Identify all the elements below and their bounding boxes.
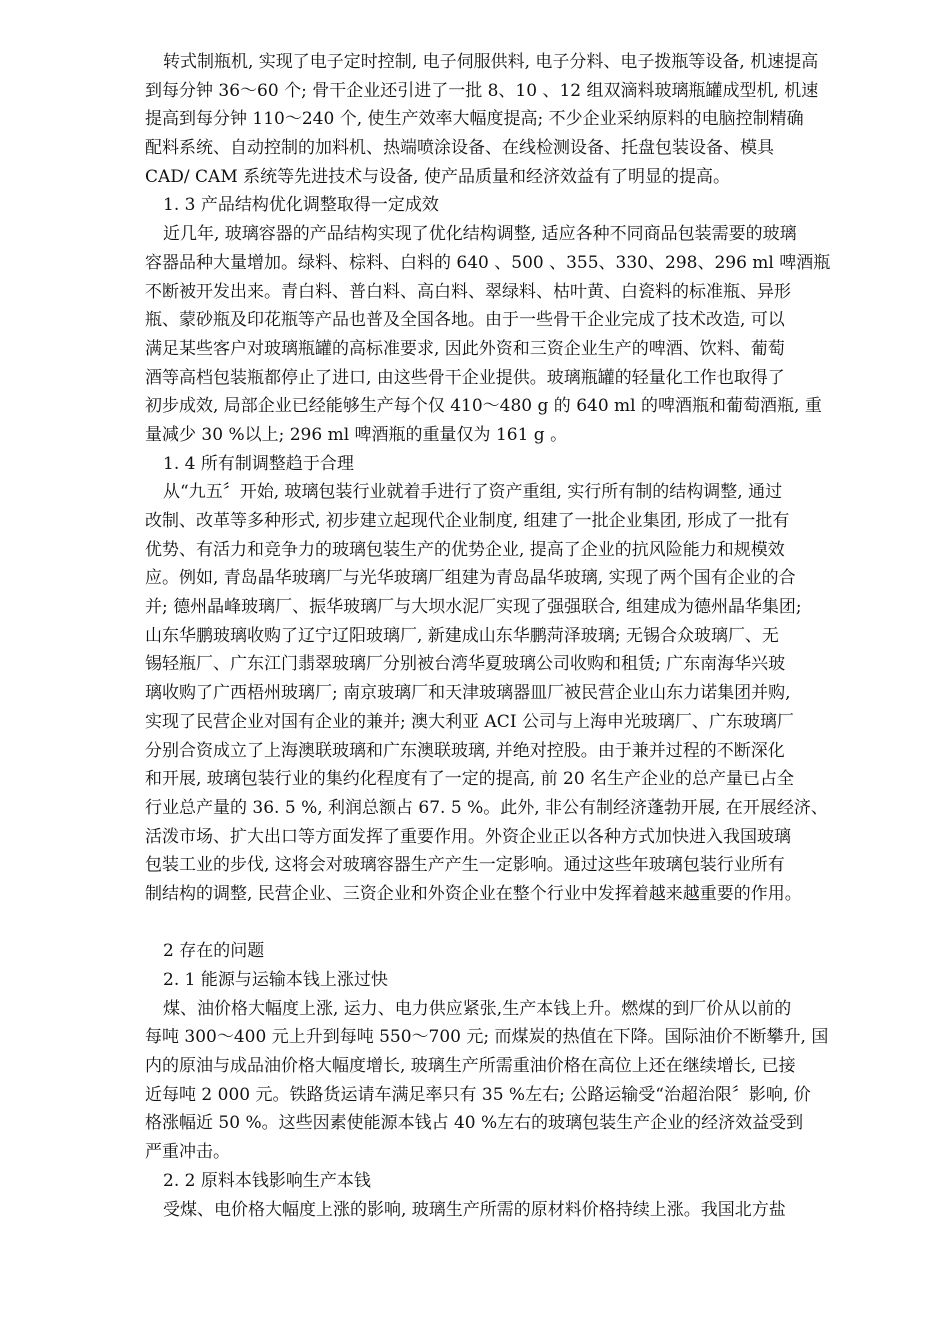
text-line: 每吨 300～400 元上升到每吨 550～700 元; 而煤炭的热值在下降。国际油价不断攀升, 国 <box>145 1027 829 1048</box>
paragraph <box>145 220 880 450</box>
text-line: 锡轻瓶厂、广东江门翡翠玻璃厂分别被台湾华夏玻璃公司收购和租赁; 广东南海华兴玻 <box>145 654 786 675</box>
text-line: 格涨幅近 50 %。这些因素使能源本钱占 40 %左右的玻璃包装生产企业的经济效益受到 <box>145 1113 804 1134</box>
text-line: 煤、油价格大幅度上涨, 运力、电力供应紧张,生产本钱上升。燃煤的到厂价从以前的 <box>163 998 792 1019</box>
text-line: 量减少 30 %以上; 296 ml 啤酒瓶的重量仅为 161 g 。 <box>145 424 568 445</box>
section-heading <box>145 966 880 995</box>
paragraph <box>145 995 880 1167</box>
text-line: 受煤、电价格大幅度上涨的影响, 玻璃生产所需的原材料价格持续上涨。我国北方盐 <box>163 1199 786 1220</box>
text-line: 初步成效, 局部企业已经能够生产每个仅 410～480 g 的 640 ml 的啤酒瓶和葡萄酒瓶, 重 <box>145 396 822 417</box>
text-line: 转式制瓶机, 实现了电子定时控制, 电子伺服供料, 电子分料、电子拨瓶等设备, 机速提高 <box>163 52 819 72</box>
text-line: 行业总产量的 36. 5 %, 利润总额占 67. 5 %。此外, 非公有制经济蓬勃开展, 在开展经济、 <box>145 797 828 818</box>
section-heading <box>145 1167 880 1196</box>
heading-text: 2 存在的问题 <box>163 941 265 962</box>
text-line: 分别合资成立了上海澳联玻璃和广东澳联玻璃, 并绝对控股。由于兼并过程的不断深化 <box>145 740 785 761</box>
text-line: 并; 德州晶峰玻璃厂、振华玻璃厂与大坝水泥厂实现了强强联合, 组建成为德州晶华集团; <box>145 597 802 618</box>
paragraph <box>145 48 880 191</box>
text-line: CAD/ CAM 系统等先进技术与设备, 使产品质量和经济效益有了明显的提高。 <box>145 166 730 187</box>
text-line: 包装工业的步伐, 这将会对玻璃容器生产产生一定影响。通过这些年玻璃包装行业所有 <box>145 855 785 876</box>
text-line: 和开展, 玻璃包装行业的集约化程度有了一定的提高, 前 20 名生产企业的总产量已占全 <box>145 769 795 790</box>
blank-line <box>145 909 880 938</box>
section-heading <box>145 191 880 220</box>
text-line: 改制、改革等多种形式, 初步建立起现代企业制度, 组建了一批企业集团, 形成了一批有 <box>145 511 790 531</box>
paragraph <box>145 1196 880 1225</box>
document-page <box>145 48 880 1224</box>
text-line: 不断被开发出来。青白料、普白料、高白料、翠绿料、枯叶黄、白瓷料的标准瓶、异形 <box>145 281 791 302</box>
text-line: 璃收购了广西梧州玻璃厂; 南京玻璃厂和天津玻璃器皿厂被民营企业山东力诺集团并购, <box>145 683 791 704</box>
heading-text: 1. 3 产品结构优化调整取得一定成效 <box>163 195 439 216</box>
text-line: 瓶、蒙砂瓶及印花瓶等产品也普及全国各地。由于一些骨干企业完成了技术改造, 可以 <box>145 310 785 331</box>
text-line: 从“九五〞开始, 玻璃包装行业就着手进行了资产重组, 实行所有制的结构调整, 通过 <box>163 482 783 503</box>
section-heading <box>145 937 880 966</box>
text-line: 活泼市场、扩大出口等方面发挥了重要作用。外资企业正以各种方式加快进入我国玻璃 <box>145 826 791 847</box>
text-line: 实现了民营企业对国有企业的兼并; 澳大利亚 ACI 公司与上海申光玻璃厂、广东玻璃厂 <box>145 711 794 732</box>
paragraph <box>145 478 880 908</box>
text-line: 应。例如, 青岛晶华玻璃厂与光华玻璃厂组建为青岛晶华玻璃, 实现了两个国有企业的合 <box>145 568 796 589</box>
text-line: 近几年, 玻璃容器的产品结构实现了优化结构调整, 适应各种不同商品包装需要的玻璃 <box>163 224 797 245</box>
heading-text: 2. 2 原料本钱影响生产本钱 <box>163 1170 371 1191</box>
text-line: 制结构的调整, 民营企业、三资企业和外资企业在整个行业中发挥着越来越重要的作用。 <box>145 883 802 904</box>
text-line: 满足某些客户对玻璃瓶罐的高标准要求, 因此外资和三资企业生产的啤酒、饮料、葡萄 <box>145 338 785 359</box>
text-line: 提高到每分钟 110～240 个, 使生产效率大幅度提高; 不少企业采纳原料的电脑控制精确 <box>145 109 804 130</box>
text-line: 酒等高档包装瓶都停止了进口, 由这些骨干企业提供。玻璃瓶罐的轻量化工作也取得了 <box>145 367 785 388</box>
heading-text: 2. 1 能源与运输本钱上涨过快 <box>163 970 388 990</box>
section-heading <box>145 450 880 479</box>
text-line: 内的原油与成品油价格大幅度增长, 玻璃生产所需重油价格在高位上还在继续增长, 已接 <box>145 1056 796 1077</box>
text-line: 容器品种大量增加。绿料、棕料、白料的 640 、500 、355、330、298、296 ml 啤酒瓶 <box>145 252 831 273</box>
text-line: 到每分钟 36～60 个; 骨干企业还引进了一批 8、10 、12 组双滴料玻璃瓶罐成型机, 机速 <box>145 80 819 101</box>
text-line: 优势、有活力和竞争力的玻璃包装生产的优势企业, 提高了企业的抗风险能力和规模效 <box>145 539 785 560</box>
text-line: 严重冲击。 <box>145 1142 230 1163</box>
text-line: 近每吨 2 000 元。铁路货运请车满足率只有 35 %左右; 公路运输受“治超治限〞影响, 价 <box>145 1084 811 1105</box>
heading-text: 1. 4 所有制调整趋于合理 <box>163 453 354 474</box>
text-line: 配料系统、自动控制的加料机、热端喷涂设备、在线检测设备、托盘包装设备、模具 <box>145 138 774 159</box>
text-line: 山东华鹏玻璃收购了辽宁辽阳玻璃厂, 新建成山东华鹏菏泽玻璃; 无锡合众玻璃厂、无 <box>145 625 779 646</box>
